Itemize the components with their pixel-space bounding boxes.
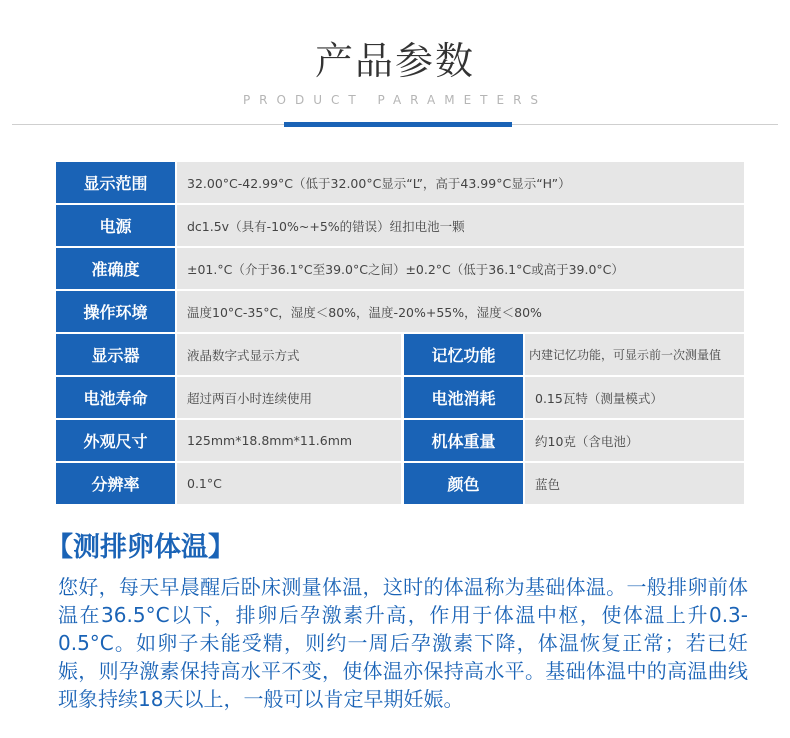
spec-value-size: 125mm*18.8mm*11.6mm	[177, 420, 401, 461]
spec-value-display: 液晶数字式显示方式	[177, 334, 401, 375]
spec-value-weight: 约10克（含电池）	[525, 420, 744, 461]
spec-label-color: 颜色	[404, 463, 523, 504]
spec-value-accuracy: ±01.°C（介于36.1°C至39.0°C之间）±0.2°C（低于36.1°C或高于39.0°C）	[177, 248, 744, 289]
spec-value-power: dc1.5v（具有-10%~+5%的错误）纽扣电池一颗	[177, 205, 744, 246]
page-title: 产品参数	[314, 39, 475, 83]
spec-row-accuracy	[56, 248, 744, 289]
spec-value-resolution: 0.1°C	[177, 463, 401, 504]
spec-label-range: 显示范围	[56, 162, 175, 203]
spec-label-environment: 操作环境	[56, 291, 175, 332]
spec-label-power: 电源	[56, 205, 175, 246]
section-body: 您好，每天早晨醒后卧床测量体温，这时的体温称为基础体温。一般排卵前体温在36.5°C以下，排卵后孕激素升高，作用于体温中枢，使体温上升0.3-0.5°C。如卵子未能受精，则约一周后孕激素下降，体温恢复正常；若已妊娠，则孕激素保持高水平不变，使体温亦保持高水平。基础体温中的高温曲线现象持续18天以上，一般可以肯定早期妊娠。	[58, 575, 748, 711]
spec-label-size: 外观尺寸	[56, 420, 175, 461]
spec-row-size	[56, 420, 744, 461]
spec-label-display: 显示器	[56, 334, 175, 375]
spec-label-accuracy: 准确度	[56, 248, 175, 289]
spec-row-display	[56, 334, 744, 375]
spec-value-memory: 内建记忆功能，可显示前一次测量值	[525, 334, 744, 375]
page-subtitle: PRODUCT PARAMETERS	[242, 93, 548, 107]
spec-value-range: 32.00°C-42.99°C（低于32.00°C显示“L”，高于43.99°C显示“H”）	[177, 162, 744, 203]
spec-row-battery	[56, 377, 744, 418]
spec-label-memory: 记忆功能	[404, 334, 523, 375]
spec-row-resolution	[56, 463, 744, 504]
spec-label-battery-life: 电池寿命	[56, 377, 175, 418]
spec-label-battery-use: 电池消耗	[404, 377, 523, 418]
spec-row-environment	[56, 291, 744, 332]
spec-value-battery-use: 0.15瓦特（测量模式）	[525, 377, 744, 418]
section-heading: 【测排卵体温】	[46, 532, 235, 563]
spec-label-resolution: 分辨率	[56, 463, 175, 504]
accent-underline	[284, 122, 512, 127]
spec-value-color: 蓝色	[525, 463, 744, 504]
spec-label-weight: 机体重量	[404, 420, 523, 461]
spec-value-environment: 温度10°C-35°C，湿度＜80%，温度-20%+55%，湿度＜80%	[177, 291, 744, 332]
spec-value-battery-life: 超过两百小时连续使用	[177, 377, 401, 418]
spec-row-range	[56, 162, 744, 203]
spec-row-power	[56, 205, 744, 246]
